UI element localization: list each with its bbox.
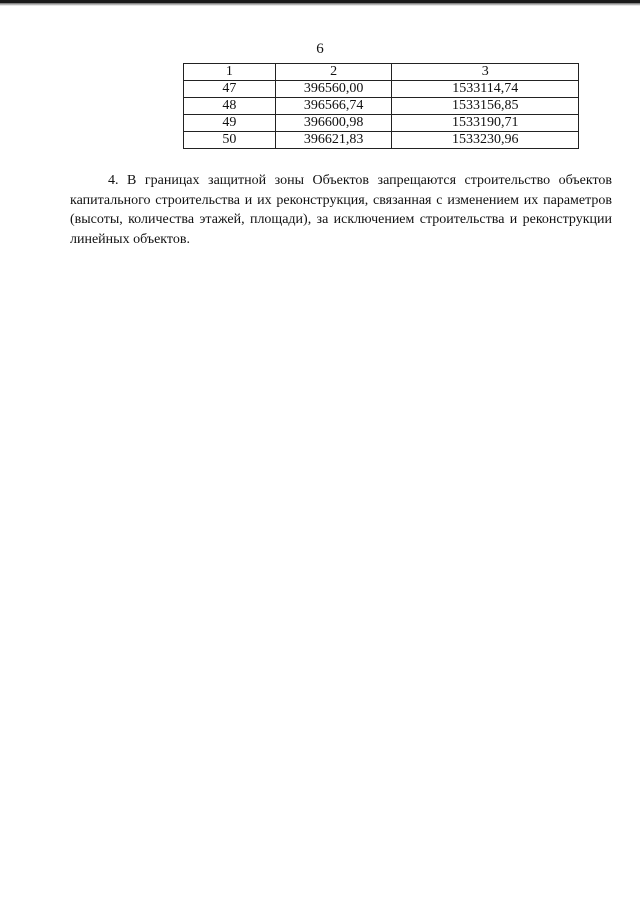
point-number-cell: 49 xyxy=(184,115,276,132)
x-coordinate-cell: 396566,74 xyxy=(275,98,392,115)
table-row xyxy=(184,132,579,149)
y-coordinate-cell: 1533230,96 xyxy=(392,132,579,149)
point-number-cell: 50 xyxy=(184,132,276,149)
coordinates-table xyxy=(183,63,579,149)
table-row xyxy=(184,115,579,132)
restriction-paragraph xyxy=(70,171,612,249)
y-coordinate-cell: 1533156,85 xyxy=(392,98,579,115)
point-number-cell: 48 xyxy=(184,98,276,115)
column-header: 3 xyxy=(392,64,579,81)
scan-edge-shadow xyxy=(0,3,640,6)
table-row xyxy=(184,98,579,115)
y-coordinate-cell: 1533114,74 xyxy=(392,81,579,98)
x-coordinate-cell: 396560,00 xyxy=(275,81,392,98)
point-number-cell: 47 xyxy=(184,81,276,98)
table-header-row xyxy=(184,64,579,81)
page-number: 6 xyxy=(316,41,324,57)
y-coordinate-cell: 1533190,71 xyxy=(392,115,579,132)
table-row xyxy=(184,81,579,98)
x-coordinate-cell: 396600,98 xyxy=(275,115,392,132)
column-header: 1 xyxy=(184,64,276,81)
column-header: 2 xyxy=(275,64,392,81)
x-coordinate-cell: 396621,83 xyxy=(275,132,392,149)
paragraph-text: 4. В границах защитной зоны Объектов запрещаются строительство объектов капитального строительства и их реконструкция, связанная с изменением их параметров (высоты, количества этажей, площади), за исключением строительства и реконструкции линейных объектов. xyxy=(70,173,612,247)
